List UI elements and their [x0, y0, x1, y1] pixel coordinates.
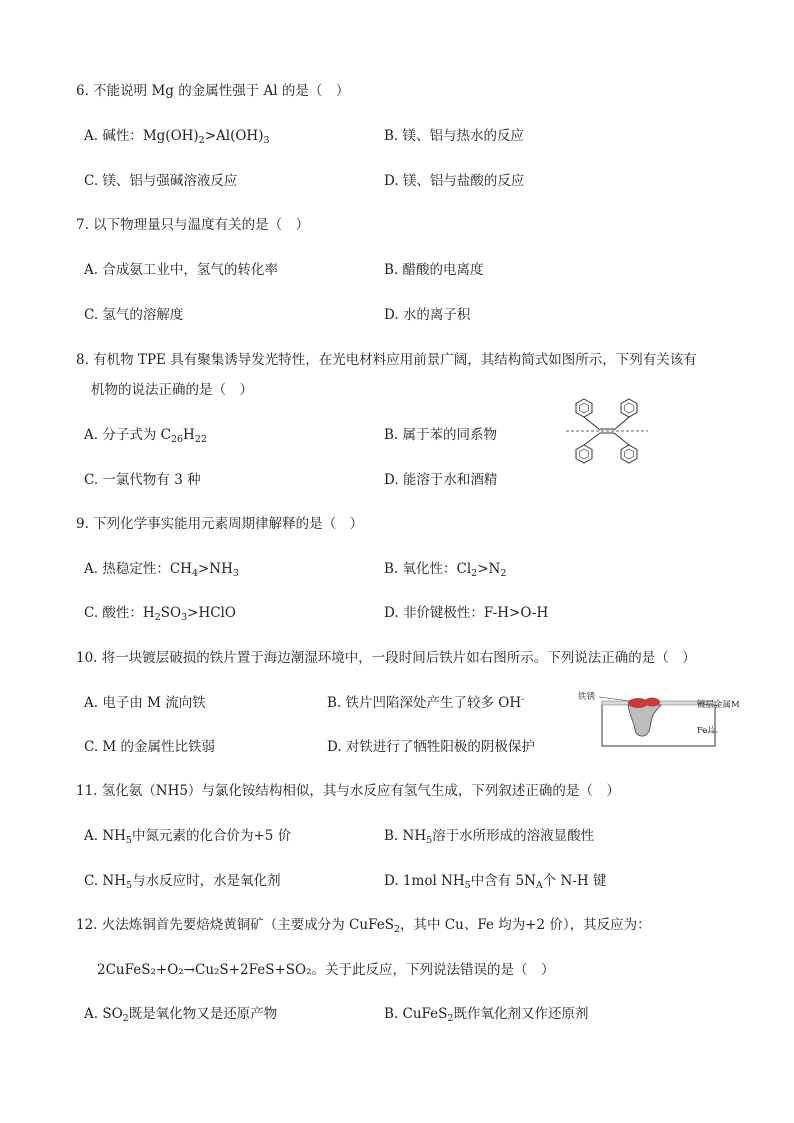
- question-7-stem: 7. 以下物理量只与温度有关的是（ ）: [76, 217, 310, 233]
- question-8-stem-line1: 8. 有机物 TPE 具有聚集诱导发光特性，在光电材料应用前景广阔，其结构简式如图所示，下列有关该有: [76, 352, 697, 368]
- corroded-iron-plate-diagram: [575, 690, 755, 750]
- q7-option-a: A. 合成氨工业中，氢气的转化率: [84, 262, 278, 278]
- q12-option-b: B. CuFeS$_2$既作氧化剂又作还原剂: [384, 1006, 589, 1024]
- question-8-stem-line2: 机物的说法正确的是（ ）: [91, 382, 253, 398]
- question-12-stem-line1: 12. 火法炼铜首先要焙烧黄铜矿（主要成分为 CuFeS$_2$，其中 Cu、Fe 均为+2 价），其反应为：: [76, 917, 651, 935]
- question-12-stem-line2: 2CuFeS₂+O₂→Cu₂S+2FeS+SO₂。关于此反应，下列说法错误的是（ ）: [97, 962, 555, 978]
- q6-option-a: A. 碱性：$Mg(OH)_2>Al(OH)_3$: [84, 128, 270, 146]
- label-coating-metal: 镀层金属M: [697, 700, 740, 710]
- q8-option-c: C. 一氯代物有 3 种: [84, 472, 201, 488]
- q11-option-a: A. $NH_5$中氮元素的化合价为+5 价: [84, 828, 292, 846]
- question-9-stem: 9. 下列化学事实能用元素周期律解释的是（ ）: [76, 516, 364, 532]
- q9-option-b: B. 氧化性：$Cl_2>N_2$: [384, 561, 507, 579]
- q6-option-d: D. 镁、铝与盐酸的反应: [384, 173, 525, 189]
- q7-option-d: D. 水的离子积: [384, 307, 471, 323]
- q11-option-d: D. 1mol $NH_5$中含有 $5N_A$个 N-H 键: [384, 873, 607, 891]
- q10-option-b: B. 铁片凹陷深处产生了较多 OH-: [327, 694, 525, 711]
- q10-option-a: A. 电子由 M 流向铁: [84, 695, 206, 711]
- q8-option-a: A. 分子式为 $C_{26}H_{22}$: [84, 427, 207, 445]
- q8-option-b: B. 属于苯的同系物: [384, 427, 498, 443]
- q7-option-b: B. 醋酸的电离度: [384, 262, 484, 278]
- question-11-stem: 11. 氢化氨（NH5）与氯化铵结构相似，其与水反应有氢气生成，下列叙述正确的是（ ）: [76, 783, 620, 799]
- q10-option-c: C. M 的金属性比铁弱: [84, 739, 216, 755]
- q9-option-c: C. 酸性：$H_2SO_3>HClO$: [84, 605, 236, 623]
- q9-option-a: A. 热稳定性：$CH_4>NH_3$: [84, 561, 239, 579]
- label-rust: 铁锈: [578, 692, 596, 702]
- label-iron-plate: Fe片: [697, 726, 716, 736]
- q9-option-d: D. 非价键极性：F-H>O-H: [384, 605, 549, 621]
- q7-option-c: C. 氢气的溶解度: [84, 307, 184, 323]
- q11-option-b: B. $NH_5$溶于水所形成的溶液显酸性: [384, 828, 595, 846]
- q6-option-b: B. 镁、铝与热水的反应: [384, 128, 525, 144]
- question-6-stem: 6. 不能说明 Mg 的金属性强于 Al 的是（ ）: [76, 83, 350, 99]
- tpe-structure-diagram: [562, 393, 658, 473]
- q6-option-c: C. 镁、铝与强碱溶液反应: [84, 173, 238, 189]
- q11-option-c: C. $NH_5$与水反应时，水是氧化剂: [84, 873, 281, 891]
- question-10-stem: 10. 将一块镀层破损的铁片置于海边潮湿环境中，一段时间后铁片如右图所示。下列说法正确的是（ ）: [76, 650, 696, 666]
- q10-option-d: D. 对铁进行了牺牲阳极的阴极保护: [327, 739, 535, 755]
- q12-option-a: A. $SO_2$既是氧化物又是还原产物: [84, 1006, 278, 1024]
- q8-option-d: D. 能溶于水和酒精: [384, 472, 498, 488]
